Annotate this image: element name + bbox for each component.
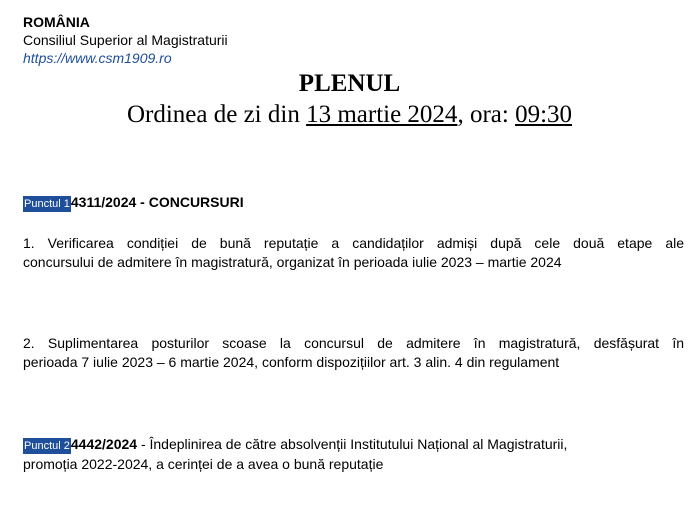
agenda-prefix: Ordinea de zi din: [126, 101, 307, 128]
page-title: PLENUL: [298, 70, 401, 97]
agenda-date: 13 martie 2024: [306, 101, 458, 128]
item-1-paragraph-1-line-2: concursului de admitere în magistratură, organizat în perioada iulie 2023 – martie 2024: [23, 254, 562, 270]
item-2-heading: [23, 435, 567, 456]
item-1-heading: [23, 193, 244, 213]
header-website-link[interactable]: https://www.csm1909.ro: [23, 50, 172, 66]
item-1-paragraph-2-line-1: 2. Suplimentarea posturilor scoase la concursul de admitere în magistratură, desfășurat în: [23, 335, 684, 351]
agenda-subtitle: [0, 99, 699, 131]
item-2-text-line-1: - Îndeplinirea de către absolvenții Institutului Național al Magistraturii,: [137, 436, 568, 452]
item-2-code: 4442/2024: [70, 436, 138, 452]
item-1-code: 4311/2024 - CONCURSURI: [70, 194, 244, 210]
item-1-badge: Punctul 1: [24, 198, 70, 210]
item-2-text-line-2: promoția 2022-2024, a cerinței de a avea o bună reputație: [23, 456, 384, 472]
item-1-paragraph-1-line-1: 1. Verificarea condiției de bună reputație a candidaților admiși după cele două etape ale: [23, 235, 684, 251]
header-country: ROMÂNIA: [23, 14, 90, 30]
item-2-badge: Punctul 2: [24, 440, 70, 452]
item-1-paragraph-2-line-2: perioada 7 iulie 2023 – 6 martie 2024, conform dispozițiilor art. 3 alin. 4 din regulament: [23, 354, 560, 370]
agenda-time: 09:30: [515, 101, 573, 128]
header-institution: Consiliul Superior al Magistraturii: [23, 32, 228, 48]
agenda-time-prefix: , ora:: [457, 101, 516, 128]
